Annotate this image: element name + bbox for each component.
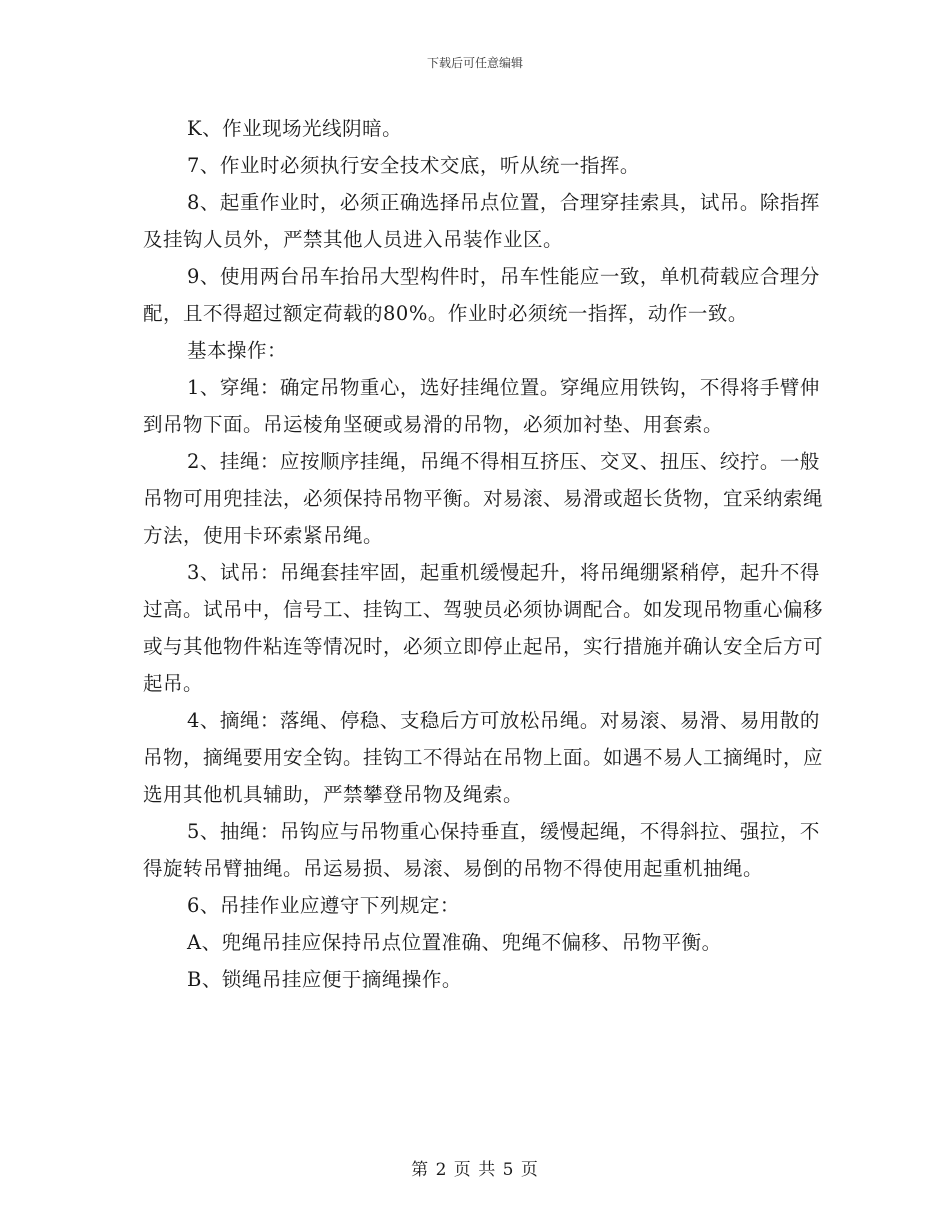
paragraph: 8、起重作业时，必须正确选择吊点位置，合理穿挂索具，试吊。除指挥及挂钩人员外，严禁其他人员进入吊装作业区。 [143, 191, 820, 251]
section-heading: 基本操作： [187, 339, 288, 362]
document-body [143, 110, 833, 998]
paragraph: A、兜绳吊挂应保持吊点位置准确、兜绳不偏移、吊物平衡。 [187, 931, 722, 954]
paragraph: 7、作业时必须执行安全技术交底，听从统一指挥。 [187, 154, 640, 177]
paragraph: 2、挂绳：应按顺序挂绳，吊绳不得相互挤压、交叉、扭压、绞拧。一般吊物可用兜挂法，必须保持吊物平衡。对易滚、易滑或超长货物，宜采纳索绳方法，使用卡环索紧吊绳。 [143, 450, 824, 547]
paragraph: 6、吊挂作业应遵守下列规定： [187, 894, 460, 917]
paragraph: K、作业现场光线阴暗。 [187, 117, 403, 140]
paragraph: 9、使用两台吊车抬吊大型构件时，吊车性能应一致，单机荷载应合理分配，且不得超过额定荷载的80%。作业时必须统一指挥，动作一致。 [143, 265, 820, 325]
page-header: 下载后可任意编辑 [426, 56, 523, 70]
page-footer: 第 2 页 共 5 页 [411, 1160, 539, 1180]
paragraph: B、锁绳吊挂应便于摘绳操作。 [187, 968, 462, 991]
paragraph: 3、试吊：吊绳套挂牢固，起重机缓慢起升，将吊绳绷紧稍停，起升不得过高。试吊中，信号工、挂钩工、驾驶员必须协调配合。如发现吊物重心偏移或与其他物件粘连等情况时，必须立即停止起吊，实行措施并确认安全后方可起吊。 [143, 561, 824, 695]
paragraph: 5、抽绳：吊钩应与吊物重心保持垂直，缓慢起绳，不得斜拉、强拉，不得旋转吊臂抽绳。吊运易损、易滚、易倒的吊物不得使用起重机抽绳。 [143, 820, 820, 880]
paragraph: 1、穿绳：确定吊物重心，选好挂绳位置。穿绳应用铁钩，不得将手臂伸到吊物下面。吊运棱角坚硬或易滑的吊物，必须加衬垫、用套索。 [143, 376, 820, 436]
paragraph: 4、摘绳：落绳、停稳、支稳后方可放松吊绳。对易滚、易滑、易用散的吊物，摘绳要用安全钩。挂钩工不得站在吊物上面。如遇不易人工摘绳时，应选用其他机具辅助，严禁攀登吊物及绳索。 [143, 709, 824, 806]
